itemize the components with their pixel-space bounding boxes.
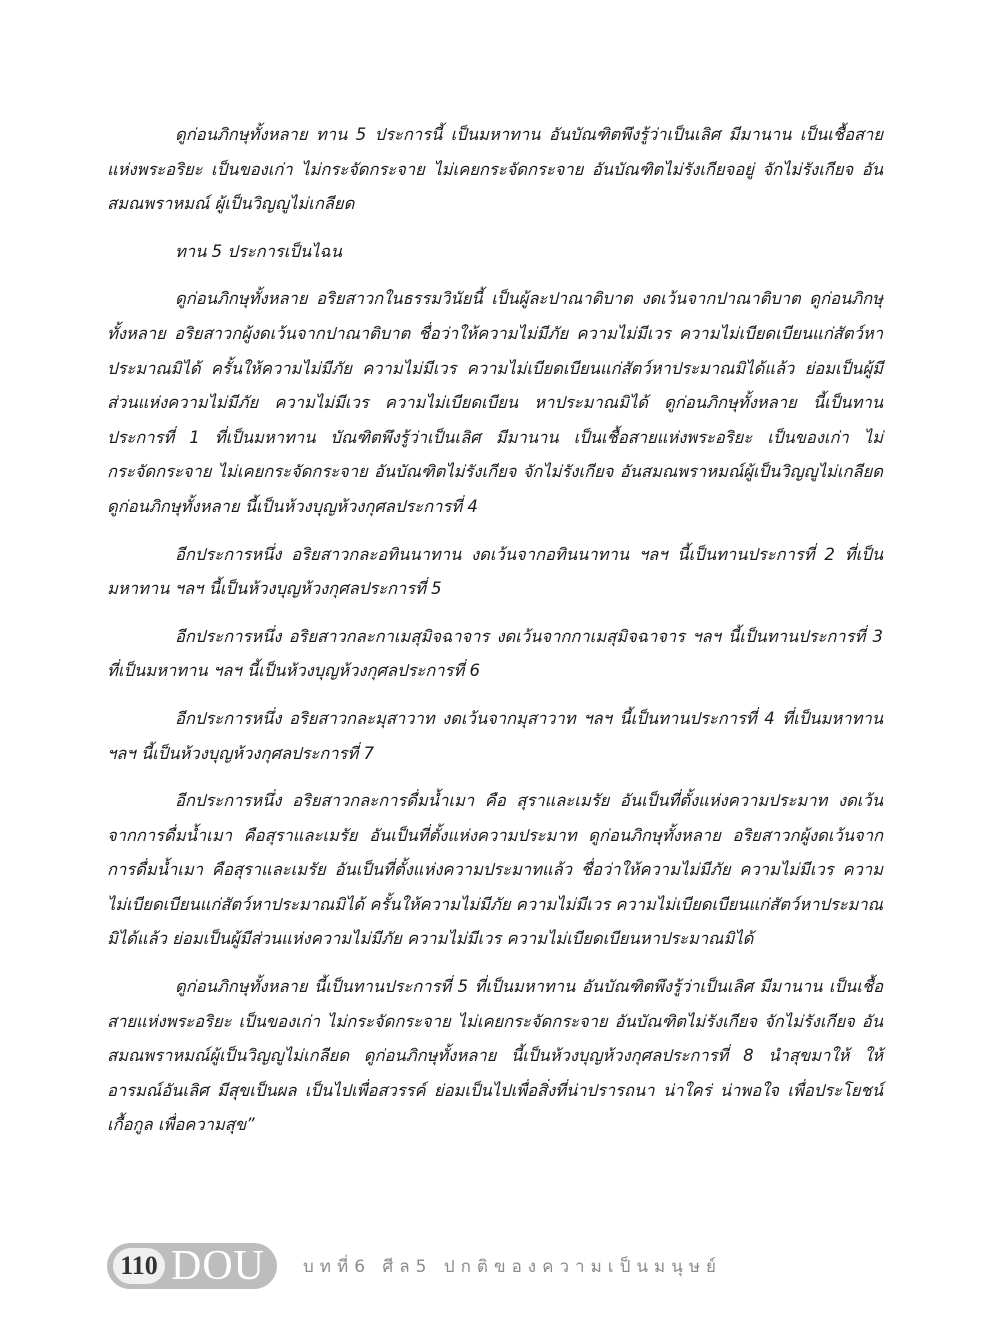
paragraph-dana-2: อีกประการหนึ่ง อริยสาวกละอทินนาทาน งดเว้นจากอทินนาทาน ฯลฯ นี้เป็นทานประการที่ 2 ที่เป็นมหาทาน ฯลฯ นี้เป็นห้วงบุญห้วงกุศลประการที่ 5	[107, 544, 883, 599]
paragraph-dana-3: อีกประการหนึ่ง อริยสาวกละกาเมสุมิจฉาจาร งดเว้นจากกาเมสุมิจฉาจาร ฯลฯ นี้เป็นทานประการที่ 3 ที่เป็นมหาทาน ฯลฯ นี้เป็นห้วงบุญห้วงกุศลประการที่ 6	[107, 626, 883, 681]
chapter-title: บทที่6 ศีล5 ปกติของความเป็นมนุษย์	[303, 1256, 722, 1277]
paragraph-dana-1: ดูก่อนภิกษุทั้งหลาย อริยสาวกในธรรมวินัยนี้ เป็นผู้ละปาณาติบาต งดเว้นจากปาณาติบาต ดูก่อนภิกษุทั้งหลาย อริยสาวกผู้งดเว้นจากปาณาติบาต ชื่อว่าให้ความไม่มีภัย ความไม่มีเวร ความไม่เบียดเบียนแก่สัตว์หาประมาณมิได้ ครั้นให้ความไม่มีภัย ความไม่มีเวร ความไม่เบียดเบียนแก่สัตว์หาประมาณมิได้แล้ว ย่อมเป็นผู้มีส่วนแห่งความไม่มีภัย ความไม่มีเวร ความไม่เบียดเบียน หาประมาณมิได้ ดูก่อนภิกษุทั้งหลาย นี้เป็นทานประการที่ 1 ที่เป็นมหาทาน บัณฑิตพึงรู้ว่าเป็นเลิศ มีมานาน เป็นเชื้อสายแห่งพระอริยะ เป็นของเก่า ไม่กระจัดกระจาย ไม่เคยกระจัดกระจาย อันบัณฑิตไม่รังเกียจ จักไม่รังเกียจ อันสมณพราหมณ์ผู้เป็นวิญญูไม่เกลียด ดูก่อนภิกษุทั้งหลาย นี้เป็นห้วงบุญห้วงกุศลประการที่ 4	[107, 289, 883, 516]
dou-logo: DOU	[171, 1243, 265, 1289]
paragraph-question: ทาน 5 ประการเป็นไฉน	[175, 241, 342, 261]
page-footer	[107, 1243, 722, 1289]
paragraph-dana-4: อีกประการหนึ่ง อริยสาวกละมุสาวาท งดเว้นจากมุสาวาท ฯลฯ นี้เป็นทานประการที่ 4 ที่เป็นมหาทาน ฯลฯ นี้เป็นห้วงบุญห้วงกุศลประการที่ 7	[107, 708, 883, 763]
footer-badge	[107, 1243, 277, 1289]
page-number: 110	[113, 1248, 165, 1284]
paragraph-intro: ดูก่อนภิกษุทั้งหลาย ทาน 5 ประการนี้ เป็นมหาทาน อันบัณฑิตพึงรู้ว่าเป็นเลิศ มีมานาน เป็นเชื้อสายแห่งพระอริยะ เป็นของเก่า ไม่กระจัดกระจาย ไม่เคยกระจัดกระจาย อันบัณฑิตไม่รังเกียจอยู่ จักไม่รังเกียจ อันสมณพราหมณ์ ผู้เป็นวิญญูไม่เกลียด	[107, 125, 883, 214]
paragraph-conclusion: ดูก่อนภิกษุทั้งหลาย นี้เป็นทานประการที่ 5 ที่เป็นมหาทาน อันบัณฑิตพึงรู้ว่าเป็นเลิศ มีมานาน เป็นเชื้อสายแห่งพระอริยะ เป็นของเก่า ไม่กระจัดกระจาย ไม่เคยกระจัดกระจาย อันบัณฑิตไม่รังเกียจ จักไม่รังเกียจ อันสมณพราหมณ์ผู้เป็นวิญญูไม่เกลียด ดูก่อนภิกษุทั้งหลาย นี้เป็นห้วงบุญห้วงกุศลประการที่ 8 นำสุขมาให้ ให้อารมณ์อันเลิศ มีสุขเป็นผล เป็นไปเพื่อสวรรค์ ย่อมเป็นไปเพื่อสิ่งที่น่าปรารถนา น่าใคร่ น่าพอใจ เพื่อประโยชน์เกื้อกูล เพื่อความสุข”	[107, 977, 883, 1135]
paragraph-dana-5: อีกประการหนึ่ง อริยสาวกละการดื่มน้ำเมา คือ สุราและเมรัย อันเป็นที่ตั้งแห่งความประมาท งดเว้นจากการดื่มน้ำเมา คือสุราและเมรัย อันเป็นที่ตั้งแห่งความประมาท ดูก่อนภิกษุทั้งหลาย อริยสาวกผู้งดเว้นจากการดื่มน้ำเมา คือสุราและเมรัย อันเป็นที่ตั้งแห่งความประมาทแล้ว ชื่อว่าให้ความไม่มีภัย ความไม่มีเวร ความไม่เบียดเบียนแก่สัตว์หาประมาณมิได้ ครั้นให้ความไม่มีภัย ความไม่มีเวร ความไม่เบียดเบียนแก่สัตว์หาประมาณมิได้แล้ว ย่อมเป็นผู้มีส่วนแห่งความไม่มีภัย ความไม่มีเวร ความไม่เบียดเบียนหาประมาณมิได้	[107, 791, 883, 949]
page-body	[107, 118, 883, 1156]
